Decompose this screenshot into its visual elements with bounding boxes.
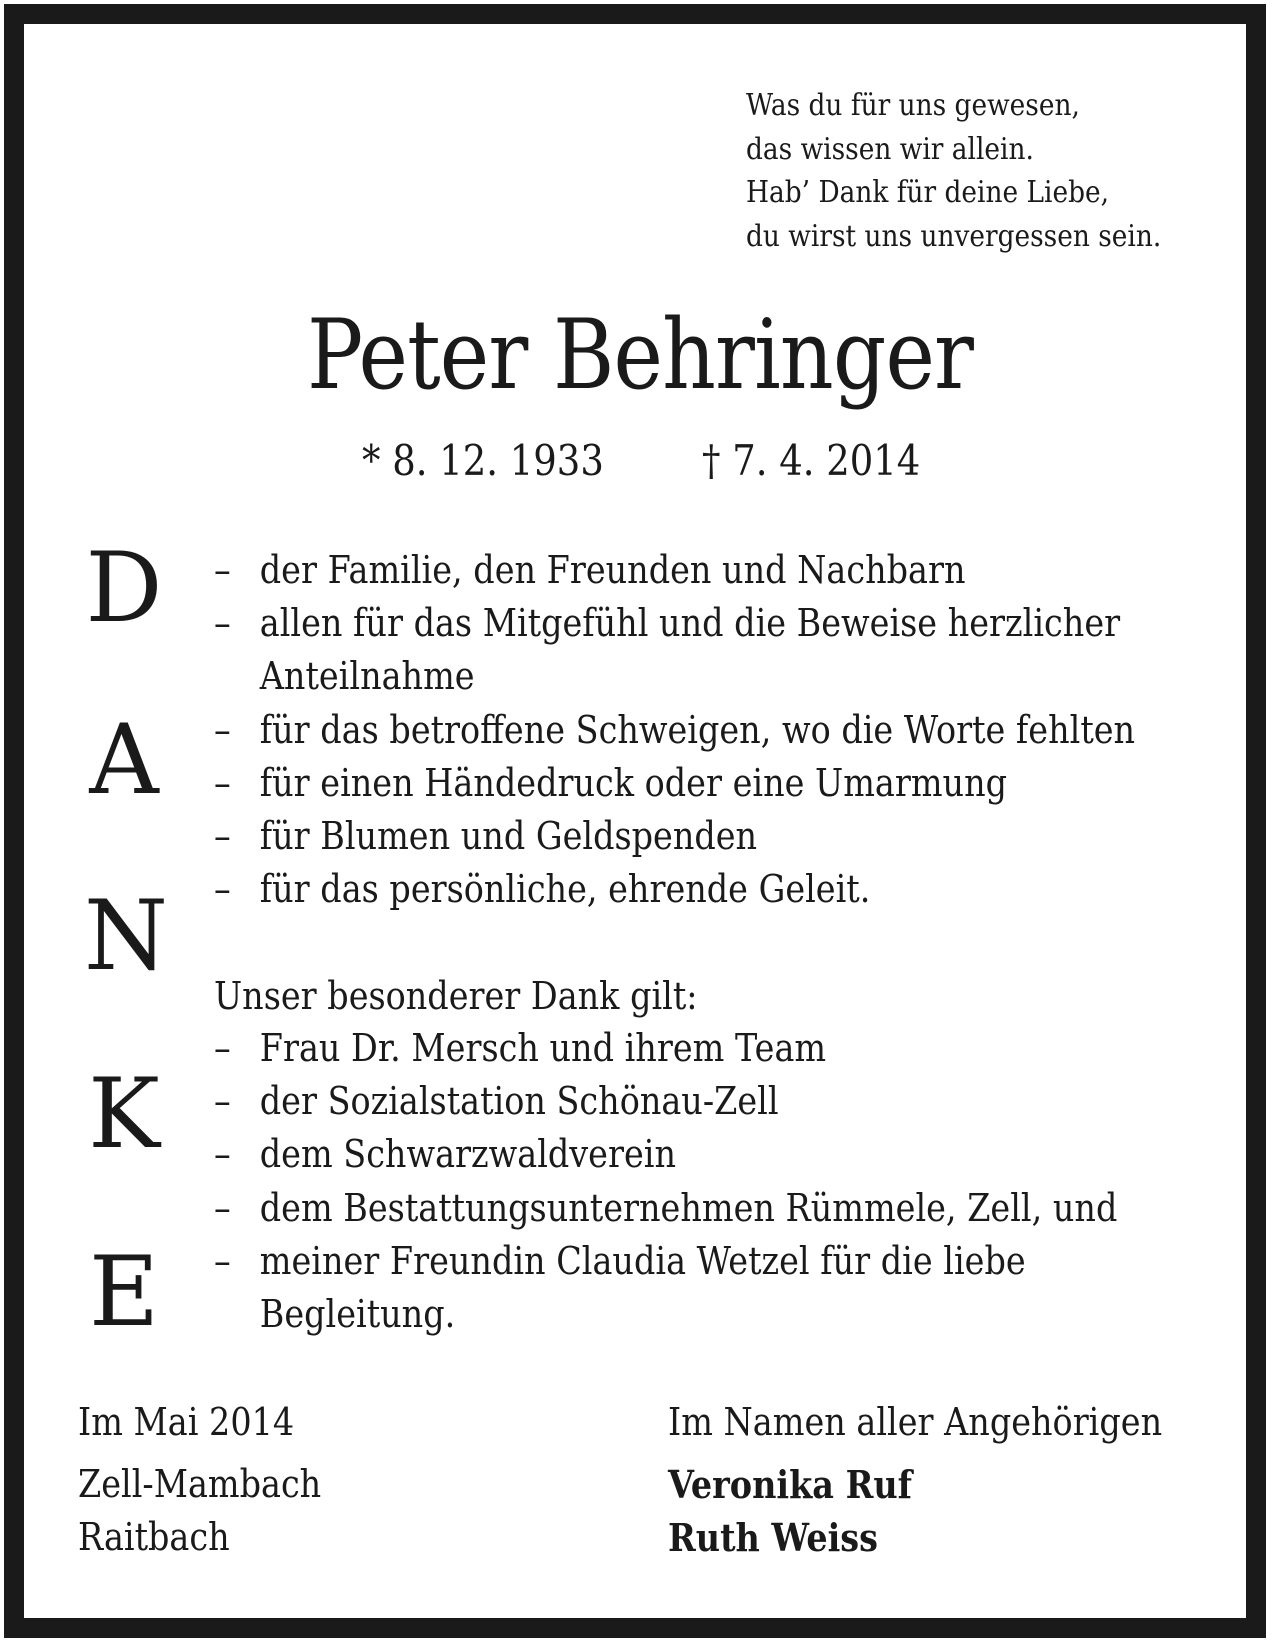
signer-name: Veronika Ruf	[668, 1462, 913, 1507]
deceased-name: Peter Behringer	[306, 299, 974, 411]
list-item	[214, 863, 1135, 916]
danke-letter: D	[85, 532, 163, 644]
dash: –	[214, 1238, 231, 1283]
footer-date: Im Mai 2014	[78, 1400, 295, 1444]
list-item	[214, 1182, 1117, 1235]
item-text: Begleitung.	[259, 1292, 456, 1337]
poem-line: du wirst uns unvergessen sein.	[746, 218, 1162, 254]
dash: –	[214, 548, 231, 592]
dash: –	[214, 1132, 231, 1177]
list-item	[214, 757, 1135, 810]
list-item	[214, 544, 1135, 597]
dash: –	[214, 707, 231, 752]
death-date: † 7. 4. 2014	[702, 436, 921, 485]
dash: –	[214, 814, 231, 859]
item-text: Anteilnahme	[259, 654, 475, 699]
list-item	[214, 597, 1135, 703]
item-text: für Blumen und Geldspenden	[259, 814, 758, 859]
dash: –	[214, 601, 231, 646]
on-behalf-text: Im Namen aller Angehörigen	[668, 1400, 1163, 1444]
poem-line: Hab’ Dank für deine Liebe,	[746, 175, 1110, 210]
poem-line: Was du für uns gewesen,	[746, 88, 1080, 123]
item-text: meiner Freundin Claudia Wetzel für die liebe	[259, 1238, 1026, 1283]
item-text: dem Schwarzwaldverein	[259, 1132, 676, 1177]
item-text: Frau Dr. Mersch und ihrem Team	[259, 1026, 827, 1070]
birth-date: * 8. 12. 1933	[362, 436, 604, 485]
poem-line: das wissen wir allein.	[746, 131, 1034, 167]
item-text: der Familie, den Freunden und Nachbarn	[259, 548, 966, 592]
item-text: der Sozialstation Schönau-Zell	[259, 1079, 779, 1124]
item-text: für einen Händedruck oder eine Umarmung	[259, 760, 1008, 805]
poem	[746, 84, 1161, 258]
item-text: dem Bestattungsunternehmen Rümmele, Zell, und	[259, 1185, 1118, 1230]
footer-place: Raitbach	[78, 1515, 230, 1559]
danke-letter: A	[89, 704, 159, 816]
list-item	[214, 1075, 1117, 1128]
item-text: für das persönliche, ehrende Geleit.	[259, 867, 871, 912]
dash: –	[214, 760, 231, 805]
dash: –	[214, 1079, 231, 1124]
list-item	[214, 810, 1135, 863]
danke-letter: K	[88, 1058, 160, 1170]
signer-name: Ruth Weiss	[668, 1515, 878, 1560]
footer-place: Zell-Mambach	[78, 1462, 322, 1506]
item-text: für das betroffene Schweigen, wo die Worte fehlten	[259, 707, 1136, 752]
list-item	[214, 704, 1135, 757]
danke-letter: N	[84, 880, 168, 992]
list-item	[214, 1022, 1117, 1075]
item-text: allen für das Mitgefühl und die Beweise herzlicher	[259, 601, 1121, 646]
thanks-list	[214, 544, 1135, 916]
dash: –	[214, 1026, 231, 1070]
dash: –	[214, 1185, 231, 1230]
danke-letter: E	[88, 1236, 160, 1348]
dash: –	[214, 867, 231, 912]
special-thanks-heading: Unser besonderer Dank gilt:	[214, 974, 698, 1018]
special-thanks-list	[214, 1022, 1117, 1341]
list-item	[214, 1128, 1117, 1181]
list-item	[214, 1235, 1117, 1341]
